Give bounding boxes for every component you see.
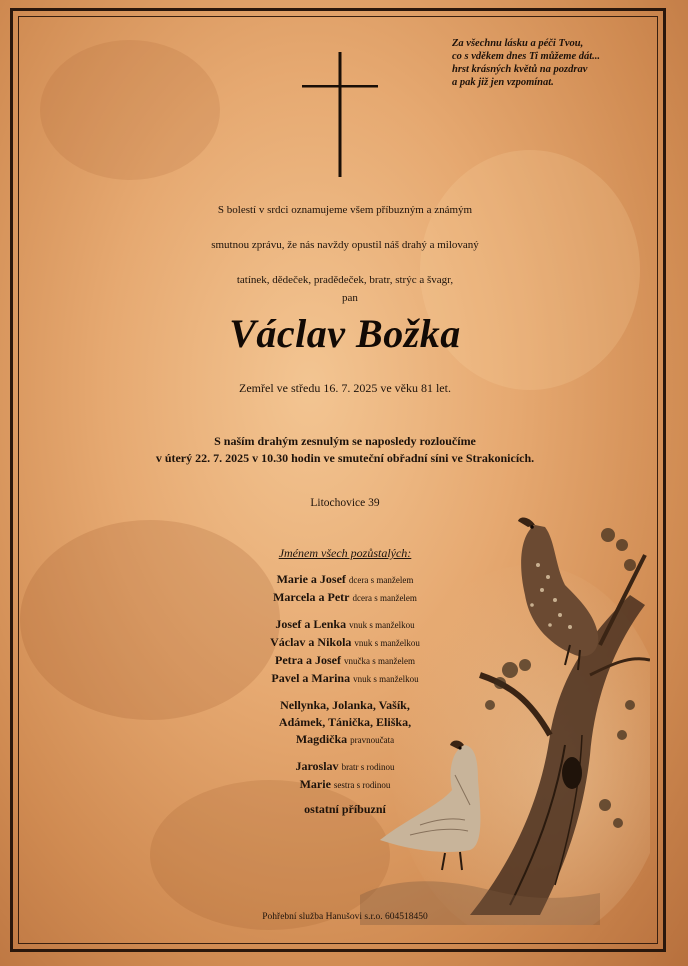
mourner-entry (195, 571, 495, 589)
mourner-name: Josef a Lenka (275, 617, 347, 631)
mourner-relation: bratr s rodinou (341, 762, 395, 772)
verse-line: a pak již jen vzpomínat. (452, 77, 554, 88)
mourner-relation: vnučka s manželem (344, 656, 415, 666)
announcement-text (120, 193, 570, 298)
mourner-relation: sestra s rodinou (333, 780, 391, 790)
mourner-entry (195, 731, 495, 749)
mourner-entry (195, 670, 495, 688)
mourner-relation: vnuk s manželkou (353, 674, 419, 684)
death-notice: Zemřel ve středu 16. 7. 2025 ve věku 81 let. (239, 381, 451, 395)
mourner-name: Petra a Josef (275, 653, 341, 667)
announcement-line: tatínek, dědeček, pradědeček, bratr, strýc a švagr, (236, 274, 454, 286)
mourner-relation: dcera s manželem (352, 593, 417, 603)
mourner-entry (195, 758, 495, 776)
mourner-entry (195, 589, 495, 607)
address: Litochovice 39 (310, 497, 380, 509)
mourner-name: Marie (299, 777, 331, 791)
deceased-name: Václav Božka (229, 311, 461, 356)
funeral-info (100, 433, 590, 467)
mourner-group (195, 758, 495, 794)
mourner-relation: vnuk s manželkou (354, 638, 420, 648)
mourner-entry (195, 776, 495, 794)
mourner-relation: vnuk s manželkou (349, 620, 415, 630)
verse-line: Za všechnu lásku a péči Tvou, (452, 38, 584, 49)
verse-line: hrst krásných květů na pozdrav (452, 64, 588, 75)
memorial-verse (452, 37, 642, 89)
mourner-relation: pravnoučata (350, 735, 395, 745)
mourner-entry (195, 697, 495, 714)
mourner-group (195, 571, 495, 607)
mourner-name: Václav a Nikola (270, 635, 352, 649)
other-relatives: ostatní příbuzní (304, 802, 386, 816)
announcement-line: S bolestí v srdci oznamujeme všem příbuzným a známým (217, 204, 473, 216)
mourner-entry (195, 616, 495, 634)
mourner-name: Pavel a Marina (271, 671, 351, 685)
mourner-relation: dcera s manželem (348, 575, 414, 585)
mourner-group (195, 697, 495, 749)
mourner-name: Jaroslav (295, 759, 339, 773)
announcement-line: smutnou zprávu, že nás navždy opustil náš drahý a milovaný (211, 239, 479, 251)
mourner-name: Marcela a Petr (273, 590, 350, 604)
funeral-line: S naším drahým zesnulým se naposledy rozloučíme (214, 434, 476, 448)
mourners-title: Jménem všech pozůstalých: (278, 546, 412, 560)
mourner-entry (195, 634, 495, 652)
mourners-list (195, 571, 495, 803)
mourner-entry (195, 714, 495, 731)
mourner-name: Magdička (295, 732, 348, 746)
mourner-entry (195, 652, 495, 670)
verse-line: co s vděkem dnes Ti můžeme dát... (452, 51, 601, 62)
cross-icon (300, 52, 380, 177)
mourner-name: Adámek, Tánička, Eliška, (278, 715, 412, 729)
funeral-line: v úterý 22. 7. 2025 v 10.30 hodin ve smuteční obřadní síni ve Strakonicích. (155, 451, 535, 465)
mourner-name: Nellynka, Jolanka, Vašík, (280, 698, 410, 712)
funeral-service-footer: Pohřební služba Hanušovi s.r.o. 604518450 (262, 912, 428, 922)
mourner-name: Marie a Josef (276, 572, 346, 586)
mourner-group (195, 616, 495, 688)
title-prefix: pan (342, 292, 358, 304)
